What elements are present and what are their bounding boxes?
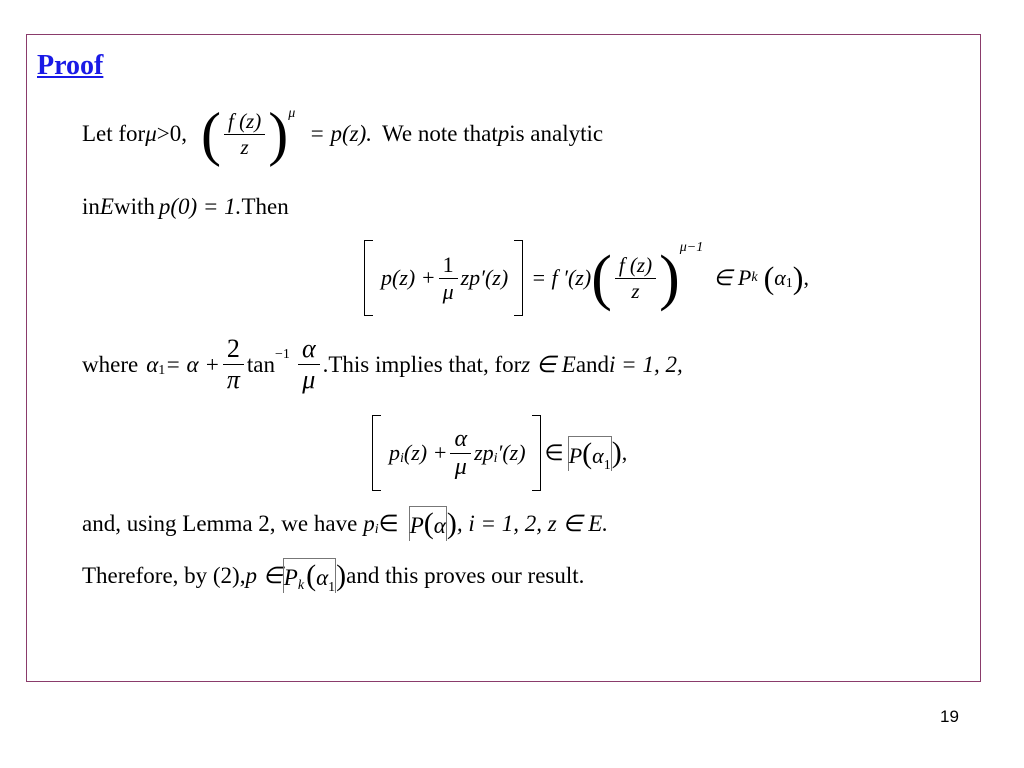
line3-frac2-den: μ — [302, 365, 316, 394]
line5-p: p ∈ — [245, 562, 283, 588]
line2-text-c: Then — [241, 194, 289, 219]
line3-where: where — [82, 351, 139, 377]
slide-number: 19 — [940, 707, 959, 726]
line3-text-a: .This implies that, for — [322, 351, 522, 377]
line3-eq: = α + — [165, 351, 220, 377]
line3-sub1: 1 — [158, 362, 166, 378]
eq2-lhs-b: zp — [474, 440, 494, 465]
eq1-frac2-den: z — [631, 278, 640, 303]
eq1-lhs-a: p(z) + — [381, 265, 436, 290]
eq1-right-bracket — [514, 240, 523, 316]
line3-text-b: and — [575, 351, 610, 377]
eq2-p: p — [389, 440, 400, 465]
line2-E: E — [99, 194, 114, 219]
line1-exponent: μ — [288, 106, 296, 121]
eq1-frac2-num: f (z) — [618, 252, 653, 277]
line5-P: P — [283, 565, 298, 590]
line1-eq: = p(z). — [309, 121, 373, 146]
eq2-frac-num: α — [454, 425, 468, 452]
eq2-fraction — [450, 426, 471, 481]
proof-line-3 — [82, 334, 683, 395]
line3-tan: tan — [246, 351, 276, 377]
eq1-lhs-b: zp′(z) — [460, 265, 509, 290]
eq1-exponent: μ−1 — [679, 240, 704, 255]
proof-line-1: Let forμ>0, ( $\frac{f (z)}{z}$ )μ= p(z). We note thatpis analytic — [82, 101, 604, 167]
line4-in: ∈ — [378, 510, 399, 536]
line4-p: p — [363, 510, 375, 536]
eq1-frac-den: μ — [442, 278, 454, 304]
line2-text-b: with — [113, 194, 155, 219]
line3-z-in-E: z ∈ E — [521, 351, 576, 377]
line5-text-a: Therefore, by (2), — [82, 562, 246, 588]
line4-alpha: α — [433, 513, 446, 538]
line3-i-vals: i = 1, 2, — [609, 351, 683, 377]
equation-2: $p_i(z)$ + $\frac{\alpha}{\mu}$ $zp_i'(z)$ ∈ $P(\alpha_1)$, — [372, 415, 627, 491]
line4-sub-i: i — [374, 521, 379, 537]
line5-P-box: Pk(α1 — [283, 559, 336, 595]
eq2-left-bracket — [372, 415, 381, 491]
eq2-lhs-c: ′(z) — [497, 440, 526, 465]
line3-fraction — [223, 334, 244, 395]
slide-title: Proof — [37, 50, 104, 81]
line1-text-c: is analytic — [509, 121, 604, 146]
eq1-fraction — [439, 252, 458, 305]
eq1-alpha1: α — [774, 265, 786, 290]
eq2-in: ∈ — [544, 440, 564, 465]
line1-p: p — [497, 121, 510, 146]
line4-P: P — [409, 513, 424, 538]
eq2-lhs-a: (z) + — [403, 440, 448, 465]
line5-text-b: and this proves our result. — [346, 562, 585, 588]
line3-fraction-2 — [298, 334, 320, 395]
line1-fraction — [224, 109, 265, 160]
equation-1: p(z) + $\frac{1}{\mu}$ zp′(z) = f ′(z)( $\frac{f (z)}{z}$ )$^{\mu-1}$∈ Pk $(\alpha_1)$, — [364, 240, 809, 316]
line1-text-a: Let for — [82, 121, 146, 146]
eq1-frac-num: 1 — [442, 251, 454, 277]
line2-text-a: in — [82, 194, 100, 219]
line4-P-box: P(α — [409, 507, 446, 540]
eq2-P: P — [568, 442, 583, 468]
line2-expr: p(0) = 1. — [158, 194, 242, 219]
line5-alpha: α — [316, 565, 329, 590]
line3-frac-den: π — [226, 365, 240, 394]
line1-frac-num: f (z) — [227, 108, 262, 133]
proof-line-4: and, using Lemma 2, we havepi∈P(α), i = 1, 2, z ∈ E. — [82, 506, 609, 540]
eq2-P-box: $P(\alpha_1$ — [568, 436, 611, 473]
eq1-rhs: ∈ P — [713, 265, 752, 290]
eq1-end: , — [803, 265, 809, 290]
eq2-frac-den: μ — [454, 453, 467, 480]
line5-sub-k: k — [297, 578, 305, 593]
eq1-left-bracket — [364, 240, 373, 316]
line4-text-b: , i = 1, 2, z ∈ E. — [456, 510, 609, 536]
eq1-fraction-2 — [615, 253, 656, 304]
eq2-sub-i: i — [400, 451, 404, 466]
proof-line-5: Therefore, by (2),p ∈Pk(α1)and this proves our result. — [82, 558, 585, 595]
eq1-sub-1: 1 — [785, 276, 793, 291]
line4-text-a: and, using Lemma 2, we have — [82, 510, 358, 536]
line1-gt0: >0, — [156, 121, 187, 146]
line3-frac2-num: α — [301, 334, 316, 363]
line5-sub1: 1 — [328, 580, 336, 595]
line1-paren-expr: ( — [201, 101, 221, 167]
line1-text-b: We note that — [382, 121, 498, 146]
eq2-sub1: 1 — [603, 457, 611, 473]
line1-mu: μ — [145, 121, 157, 146]
eq2-sub-i2: i — [493, 451, 498, 466]
eq2-alpha: α — [592, 442, 604, 468]
eq2-right-bracket — [532, 415, 541, 491]
eq1-sub-k: k — [751, 270, 758, 285]
line3-alpha1: α — [146, 351, 159, 377]
line1-frac-den: z — [240, 134, 249, 159]
line3-frac-num: 2 — [226, 334, 240, 363]
eq2-end: , — [621, 440, 628, 465]
line3-tan-exp: −1 — [275, 346, 290, 362]
eq1-mid: = f ′(z) — [531, 265, 592, 290]
proof-line-2 — [82, 194, 289, 220]
